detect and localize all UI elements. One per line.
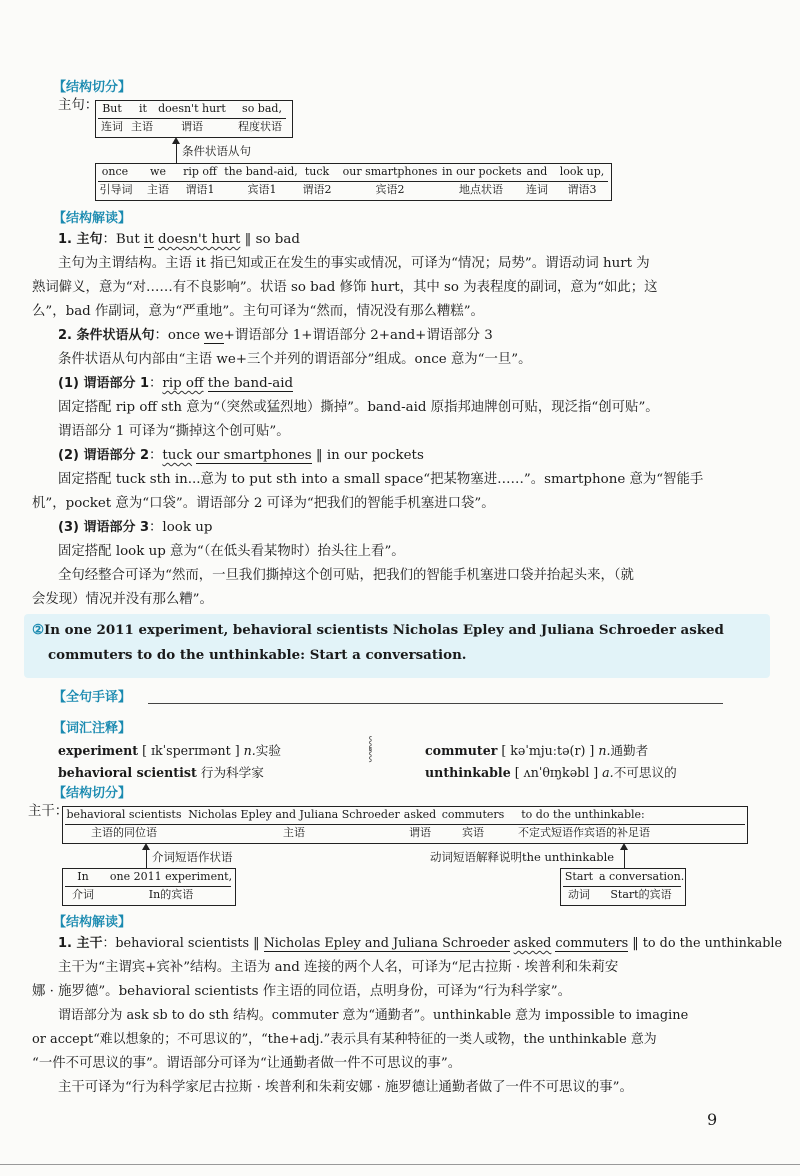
word: rip off bbox=[183, 165, 217, 178]
paragraph: 固定搭配 look up 意为“（在低头看某物时）抬头往上看”。 bbox=[58, 544, 405, 559]
main-trunk-box bbox=[62, 806, 748, 844]
role: 程度状语 bbox=[238, 120, 282, 133]
word: our smartphones bbox=[342, 165, 438, 178]
role: 动词 bbox=[568, 888, 590, 901]
role: 地点状语 bbox=[459, 183, 503, 196]
word: once bbox=[101, 165, 129, 178]
role: 主语 bbox=[283, 826, 305, 839]
word: it bbox=[139, 102, 147, 115]
banner-number: ② bbox=[32, 622, 45, 638]
word: the band-aid, bbox=[224, 165, 298, 178]
point-1-trunk: 1. 主干：behavioral scientists ‖ Nicholas Epley and Juliana Schroeder asked commuters ‖ to do the unthinkable bbox=[58, 936, 783, 951]
predicate-3: (3) 谓语部分 3：look up bbox=[58, 520, 213, 535]
paragraph: 会发现）情况并没有那么糟”。 bbox=[32, 592, 213, 607]
word: we bbox=[150, 165, 166, 178]
role: 主语 bbox=[147, 183, 169, 196]
role: 谓语1 bbox=[185, 183, 215, 196]
paragraph: or accept“难以想象的；不可思议的”，“the+adj.”表示具有某种特征的一类人或物，the unthinkable 意为 bbox=[32, 1032, 657, 1047]
word: tuck bbox=[304, 165, 330, 178]
role: 宾语 bbox=[462, 826, 484, 839]
section-heading-structure-split: 【结构切分】 bbox=[53, 80, 132, 95]
word: in our pockets bbox=[442, 165, 522, 178]
point-2-conditional: 2. 条件状语从句：once we+谓语部分 1+谓语部分 2+and+谓语部分 3 bbox=[58, 328, 493, 343]
paragraph: 主干为“主谓宾+宾补”结构。主语为 and 连接的两个人名，可译为“尼古拉斯 · 埃普利和朱莉安 bbox=[58, 960, 619, 975]
word: behavioral scientists bbox=[66, 808, 182, 821]
word: In bbox=[77, 870, 89, 883]
main-clause-label: 主句： bbox=[58, 98, 99, 113]
word: so bad, bbox=[242, 102, 282, 115]
role: 引导词 bbox=[99, 183, 133, 196]
paragraph: 机”，pocket 意为“口袋”。谓语部分 2 可译为“把我们的智能手机塞进口袋”。 bbox=[32, 496, 495, 511]
vocab-experiment: experiment [ ɪkˈsperɪmənt ] n.实验 bbox=[58, 743, 281, 758]
section-heading-translation: 【全句手译】 bbox=[53, 690, 132, 705]
word: Nicholas Epley and Juliana Schroeder bbox=[188, 808, 400, 821]
section-heading-structure-read: 【结构解读】 bbox=[53, 211, 132, 226]
prep-phrase-box bbox=[62, 868, 236, 906]
role: 宾语1 bbox=[247, 183, 277, 196]
conditional-clause-box bbox=[95, 163, 612, 201]
paragraph: 谓语部分为 ask sb to do sth 结构。commuter 意为“通勤者”。unthinkable 意为 impossible to imagine bbox=[58, 1008, 689, 1023]
point-1-main-clause: 1. 主句：But it doesn't hurt ‖ so bad bbox=[58, 232, 300, 247]
paragraph: 固定搭配 tuck sth in...意为 to put sth into a small space“把某物塞进……”。smartphone 意为“智能手 bbox=[58, 472, 704, 487]
paragraph: 全句经整合可译为“然而，一旦我们撕掉这个创可贴，把我们的智能手机塞进口袋并抬起头来，（就 bbox=[58, 568, 634, 583]
verb-phrase-label: 动词短语解释说明the unthinkable bbox=[430, 850, 615, 864]
paragraph: 主干可译为“行为科学家尼古拉斯 · 埃普利和朱莉安娜 · 施罗德让通勤者做了一件不可思议的事”。 bbox=[58, 1080, 633, 1095]
role: 主语的同位语 bbox=[91, 826, 157, 839]
role: 连词 bbox=[101, 120, 123, 133]
sentence-banner bbox=[24, 614, 770, 678]
vocab-unthinkable: unthinkable [ ʌnˈθɪŋkəbl ] a.不可思议的 bbox=[425, 765, 677, 780]
role: 介词 bbox=[72, 888, 94, 901]
word: Start bbox=[564, 870, 594, 883]
predicate-2: (2) 谓语部分 2：tuck our smartphones ‖ in our pockets bbox=[58, 448, 424, 463]
banner-line-1: ②In one 2011 experiment, behavioral scientists Nicholas Epley and Juliana Schroeder asked bbox=[32, 622, 724, 638]
word: one 2011 experiment, bbox=[109, 870, 233, 883]
role: 宾语2 bbox=[375, 183, 405, 196]
word: to do the unthinkable: bbox=[521, 808, 645, 821]
word: doesn't hurt bbox=[158, 102, 226, 115]
paragraph: 谓语部分 1 可译为“撕掉这个创可贴”。 bbox=[58, 424, 290, 439]
prep-phrase-label: 介词短语作状语 bbox=[152, 850, 233, 864]
main-clause-box bbox=[95, 100, 293, 138]
page-edge-line bbox=[0, 1164, 800, 1165]
vocab-commuter: commuter [ kəˈmjuːtə(r) ] n.通勤者 bbox=[425, 743, 649, 758]
section-heading-structure-split-2: 【结构切分】 bbox=[53, 786, 132, 801]
word: and bbox=[526, 165, 548, 178]
role: 谓语 bbox=[181, 120, 203, 133]
role: 谓语3 bbox=[567, 183, 597, 196]
translation-writing-line[interactable] bbox=[148, 703, 723, 704]
section-heading-structure-read-2: 【结构解读】 bbox=[53, 915, 132, 930]
banner-line-2: commuters to do the unthinkable: Start a conversation. bbox=[48, 647, 467, 663]
vocab-behavioral-scientist: behavioral scientist 行为科学家 bbox=[58, 765, 264, 780]
paragraph: 固定搭配 rip off sth 意为“（突然或猛烈地）撕掉”。band-aid 原指邦迪牌创可贴，现泛指“创可贴”。 bbox=[58, 400, 659, 415]
paragraph: 熟词僻义，意为“对……有不良影响”。状语 so bad 修饰 hurt，其中 so 为表程度的副词，意为“如此；这 bbox=[32, 280, 658, 295]
main-trunk-label: 主干： bbox=[28, 804, 69, 819]
word: a conversation. bbox=[599, 870, 685, 883]
role: 主语 bbox=[131, 120, 153, 133]
verb-phrase-box bbox=[560, 868, 686, 906]
conditional-clause-label: 条件状语从句 bbox=[182, 144, 251, 158]
role: 不定式短语作宾语的补足语 bbox=[518, 826, 650, 839]
role: 谓语2 bbox=[302, 183, 332, 196]
role: Start的宾语 bbox=[610, 888, 672, 901]
paragraph: “一件不可思议的事”。谓语部分可译为“让通勤者做一件不可思议的事”。 bbox=[32, 1056, 462, 1071]
word: commuters bbox=[441, 808, 505, 821]
vocab-divider-icon: ⸾ ⸾ bbox=[368, 736, 373, 762]
paragraph: 么”，bad 作副词，意为“严重地”。主句可译为“然而，情况没有那么糟糕”。 bbox=[32, 304, 484, 319]
role: 谓语 bbox=[409, 826, 431, 839]
paragraph: 娜 · 施罗德”。behavioral scientists 作主语的同位语，点明身份，可译为“行为科学家”。 bbox=[32, 984, 572, 999]
predicate-1: (1) 谓语部分 1：rip off the band-aid bbox=[58, 376, 294, 391]
word: But bbox=[102, 102, 122, 115]
role: 连词 bbox=[526, 183, 548, 196]
page-number: 9 bbox=[707, 1110, 718, 1129]
role: In的宾语 bbox=[148, 888, 194, 901]
paragraph: 主句为主谓结构。主语 it 指已知或正在发生的事实或情况，可译为“情况；局势”。谓语动词 hurt 为 bbox=[58, 256, 650, 271]
paragraph: 条件状语从句内部由“主语 we+三个并列的谓语部分”组成。once 意为“一旦”。 bbox=[58, 352, 532, 367]
word: asked bbox=[403, 808, 437, 821]
word: look up, bbox=[559, 165, 605, 178]
section-heading-vocab: 【词汇注释】 bbox=[53, 721, 132, 736]
